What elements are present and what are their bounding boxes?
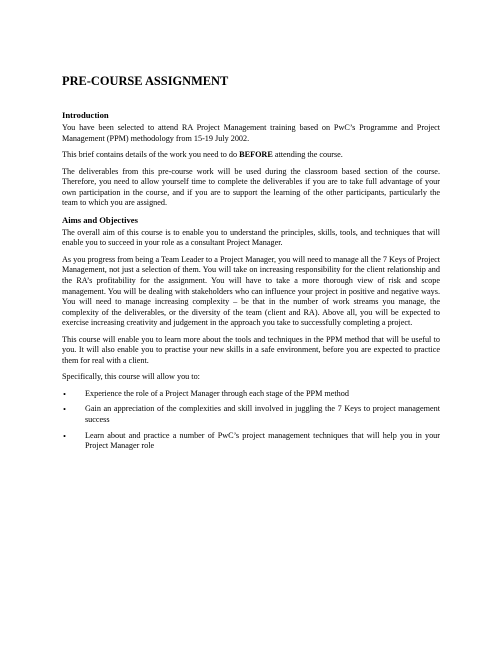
list-item-text: Experience the role of a Project Manager through each stage of the PPM method bbox=[85, 388, 349, 398]
section-heading: Introduction bbox=[62, 110, 109, 120]
list-item bbox=[62, 431, 440, 452]
list-item-text: Gain an appreciation of the complexities and skill involved in juggling the 7 Keys to project management success bbox=[85, 404, 440, 425]
paragraph: This brief contains details of the work you need to do BEFORE attending the course. bbox=[62, 150, 343, 160]
bullet-icon: • bbox=[63, 430, 67, 441]
list-item bbox=[62, 404, 440, 425]
paragraph: Specifically, this course will allow you to: bbox=[62, 372, 200, 382]
bullet-icon: • bbox=[63, 388, 67, 399]
paragraph: The overall aim of this course is to enable you to understand the principles, skills, tools, and techniques that will enable you to succeed in your role as a consultant Project Manager. bbox=[62, 227, 440, 248]
list-item bbox=[62, 389, 440, 400]
paragraph: The deliverables from this pre-course work will be used during the classroom based section of the course. Therefore, you need to allow yourself time to complete the deliverables if you are to take full advantage of your own participation in the course, and if you are to support the learning of the other participants, particularly the team to which you are assigned. bbox=[62, 166, 440, 208]
document-body bbox=[62, 110, 440, 457]
paragraph: This course will enable you to learn more about the tools and techniques in the PPM method that will be useful to you. It will also enable you to practise your new skills in a safe environment, before you are expected to practice them for real with a client. bbox=[62, 334, 440, 365]
section-heading: Aims and Objectives bbox=[62, 214, 138, 225]
paragraph: You have been selected to attend RA Project Management training based on PwC’s Programme and Project Management (PPM) methodology from 15-19 July 2002. bbox=[62, 123, 440, 143]
bullet-icon: • bbox=[63, 404, 67, 415]
list-item-text: Learn about and practice a number of PwC’s project management techniques that will help you in your Project Manager role bbox=[85, 430, 440, 451]
section-introduction bbox=[62, 110, 440, 209]
emphasis-text: BEFORE bbox=[239, 150, 273, 160]
paragraph: As you progress from being a Team Leader to a Project Manager, you will need to manage all the 7 Keys of Project Management, not just a selection of them. You will take on increasing responsibility for the client relationship and the RA’s profitability for the assignment. You will have to take a more thorough view of risk and scope management. You will be dealing with stakeholders who can influence your project in positive and negative ways. You will need to manage increasing complexity – be that in the number of work streams you manage, the complexity of the deliverables, or the diversity of the team (client and RA). Above all, you will be expected to exercise increasing creativity and judgement in the approach you take to successfully completing a project. bbox=[62, 254, 440, 328]
section-aims-objectives bbox=[62, 215, 440, 452]
objectives-list bbox=[62, 389, 440, 452]
document-title: PRE-COURSE ASSIGNMENT bbox=[62, 74, 229, 88]
